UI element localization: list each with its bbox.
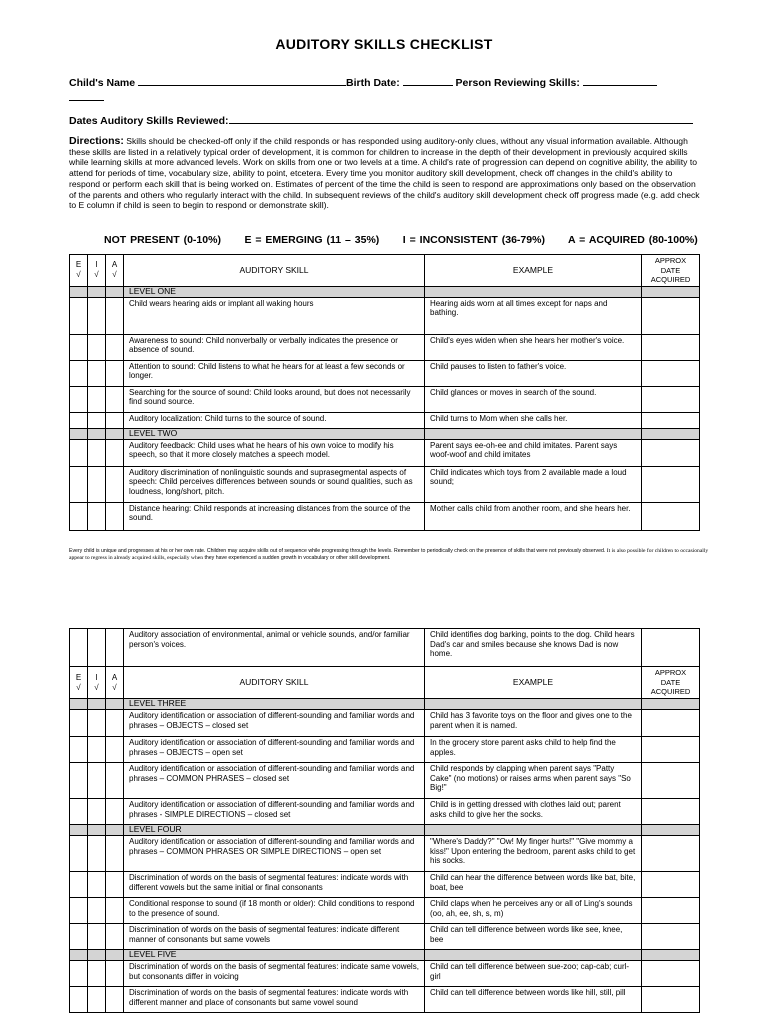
approx-header-line: ACQUIRED: [650, 687, 691, 697]
checklist-table-1: [69, 254, 700, 531]
example-cell: Child can tell difference between sue-zoo; cap-cab; curl-girl: [425, 961, 642, 987]
skill-cell: Awareness to sound: Child nonverbally or verbally indicates the presence or absence of sound.: [124, 334, 425, 360]
example-cell: Parent says ee-oh-ee and child imitates. Parent says woof-woof and child imitates: [425, 439, 642, 466]
checkbox-i[interactable]: [88, 710, 106, 737]
approx-header-line: APPROX: [654, 256, 687, 265]
column-header-skill: AUDITORY SKILL: [124, 667, 425, 699]
skill-cell: Auditory localization: Child turns to the source of sound.: [124, 412, 425, 428]
table-row: [70, 924, 700, 950]
checkbox-e[interactable]: [70, 961, 88, 987]
table-row: [70, 629, 700, 667]
level-row-blank: [88, 950, 106, 961]
level-row-blank: [425, 428, 642, 439]
example-cell: Hearing aids worn at all times except for naps and bathing.: [425, 297, 642, 334]
example-cell: Child's eyes widen when she hears her mother's voice.: [425, 334, 642, 360]
approx-date-cell[interactable]: [642, 799, 700, 825]
approx-header-line: DATE: [660, 677, 681, 687]
checkbox-e[interactable]: [70, 466, 88, 502]
footnote-part3: they have experienced a sudden growth in vocabulary or other skill development.: [204, 554, 391, 561]
check-mark: √: [76, 270, 81, 280]
checkbox-a[interactable]: [106, 360, 124, 386]
column-header-e-letter: E: [75, 260, 82, 270]
checkbox-e[interactable]: [70, 334, 88, 360]
checklist-table-2: [69, 628, 700, 1013]
skill-cell: Auditory identification or association of different-sounding and familiar words and phrases – COMMON PHRASES – closed set: [124, 763, 425, 799]
table-row: [70, 987, 700, 1013]
skill-cell: Distance hearing: Child responds at increasing distances from the source of the sound.: [124, 502, 425, 530]
checkbox-a[interactable]: [106, 898, 124, 924]
approx-header-line: APPROX: [654, 668, 687, 678]
skill-cell: Discrimination of words on the basis of segmental features: indicate different manner of consonants but same vowels: [124, 924, 425, 950]
checkbox-i[interactable]: [88, 987, 106, 1013]
example-cell: Child identifies dog barking, points to the dog. Child hears Dad's car and smiles because she knows Dad is now home.: [425, 629, 642, 667]
level-row: [70, 825, 700, 836]
approx-date-cell[interactable]: [642, 872, 700, 898]
checkbox-e[interactable]: [70, 799, 88, 825]
level-row-blank: [88, 428, 106, 439]
rating-legend: NOT PRESENT (0-10%) E = EMERGING (11 – 35%) I = INCONSISTENT (36-79%) A = ACQUIRED (80-100%): [104, 234, 698, 246]
directions-label: Directions:: [69, 135, 124, 147]
checkbox-a[interactable]: [106, 710, 124, 737]
level-row-blank: [425, 825, 642, 836]
approx-header-line: ACQUIRED: [650, 275, 691, 284]
example-cell: Child glances or moves in search of the sound.: [425, 386, 642, 412]
level-row-blank: [642, 825, 700, 836]
level-row-blank: [425, 950, 642, 961]
example-cell: Child indicates which toys from 2 available made a loud sound;: [425, 466, 642, 502]
column-header-e: [70, 255, 88, 287]
example-cell: Child is in getting dressed with clothes laid out; parent asks child to give her the socks.: [425, 799, 642, 825]
level-row-blank: [425, 286, 642, 297]
checkbox-e[interactable]: [70, 629, 88, 667]
column-header-i: [88, 255, 106, 287]
checkbox-i[interactable]: [88, 924, 106, 950]
approx-date-cell[interactable]: [642, 386, 700, 412]
table-row: [70, 737, 700, 763]
checkbox-i[interactable]: [88, 961, 106, 987]
check-mark: √: [112, 682, 117, 692]
directions: [69, 136, 705, 211]
checkbox-a[interactable]: [106, 836, 124, 872]
approx-date-cell[interactable]: [642, 412, 700, 428]
approx-date-cell[interactable]: [642, 502, 700, 530]
level-label: LEVEL THREE: [124, 699, 425, 710]
table-row: [70, 502, 700, 530]
checkbox-i[interactable]: [88, 629, 106, 667]
level-row-blank: [88, 286, 106, 297]
skill-cell: Discrimination of words on the basis of segmental features: indicate words with different manner and place of consonants but same vowel sound: [124, 987, 425, 1013]
checkbox-a[interactable]: [106, 439, 124, 466]
table-row: [70, 360, 700, 386]
skill-cell: Auditory identification or association of different-sounding and familiar words and phrases – OBJECTS – closed set: [124, 710, 425, 737]
table-row: [70, 799, 700, 825]
checkbox-i[interactable]: [88, 439, 106, 466]
checkbox-i[interactable]: [88, 799, 106, 825]
person-reviewing-field[interactable]: [583, 74, 657, 86]
dates-reviewed-row: [69, 112, 693, 127]
checkbox-e[interactable]: [70, 872, 88, 898]
approx-date-cell[interactable]: [642, 737, 700, 763]
level-label: LEVEL TWO: [124, 428, 425, 439]
checkbox-a[interactable]: [106, 987, 124, 1013]
checkbox-i[interactable]: [88, 360, 106, 386]
approx-date-cell[interactable]: [642, 466, 700, 502]
level-row-blank: [70, 428, 88, 439]
approx-date-cell[interactable]: [642, 334, 700, 360]
column-header-e-letter: E: [75, 672, 82, 682]
column-header-i: [88, 667, 106, 699]
checkbox-e[interactable]: [70, 836, 88, 872]
level-row-blank: [106, 428, 124, 439]
checkbox-a[interactable]: [106, 924, 124, 950]
skill-cell: Auditory identification or association of different-sounding and familiar words and phrases – OBJECTS – open set: [124, 737, 425, 763]
checkbox-e[interactable]: [70, 439, 88, 466]
example-cell: In the grocery store parent asks child to help find the apples.: [425, 737, 642, 763]
checkbox-a[interactable]: [106, 466, 124, 502]
approx-date-cell[interactable]: [642, 836, 700, 872]
level-row: [70, 286, 700, 297]
skill-cell: Conditional response to sound (if 18 month or older): Child conditions to respond to the presence of sound.: [124, 898, 425, 924]
table-row: [70, 334, 700, 360]
example-cell: Child can hear the difference between words like bat, bite, boat, bee: [425, 872, 642, 898]
level-label: LEVEL FIVE: [124, 950, 425, 961]
checkbox-e[interactable]: [70, 737, 88, 763]
example-cell: "Where's Daddy?" "Ow! My finger hurts!" "Give mommy a kiss!" Upon entering the bedroom, parent asks child to get his socks.: [425, 836, 642, 872]
person-reviewing-field-continued[interactable]: [69, 89, 104, 101]
column-header-a: [106, 667, 124, 699]
level-row-blank: [106, 825, 124, 836]
column-header-i-letter: I: [95, 260, 98, 270]
footnote-part1: Every child is unique and progresses at his or her own rate. Children may acquire skills out of sequence while progressing through the levels. Remember to periodically check on the presence of skills that were not previously observed.: [69, 548, 607, 554]
level-row-blank: [642, 950, 700, 961]
checkbox-i[interactable]: [88, 763, 106, 799]
footnote: [69, 548, 709, 561]
level-row: [70, 699, 700, 710]
table-row: [70, 898, 700, 924]
level-row-blank: [425, 699, 642, 710]
check-mark: √: [112, 270, 117, 280]
table-row: [70, 412, 700, 428]
column-header-i-letter: I: [95, 672, 98, 682]
page-title: AUDITORY SKILLS CHECKLIST: [275, 36, 493, 52]
table-header-row: [70, 255, 700, 287]
approx-date-cell[interactable]: [642, 924, 700, 950]
checkbox-a[interactable]: [106, 872, 124, 898]
level-row-blank: [106, 699, 124, 710]
example-cell: Child turns to Mom when she calls her.: [425, 412, 642, 428]
column-header-a-letter: A: [111, 260, 118, 270]
level-row-blank: [88, 699, 106, 710]
table-row: [70, 466, 700, 502]
checkbox-i[interactable]: [88, 737, 106, 763]
checkbox-i[interactable]: [88, 386, 106, 412]
childs-name-row: [69, 74, 657, 89]
skill-cell: Attention to sound: Child listens to what he hears for at least a few seconds or longer.: [124, 360, 425, 386]
check-mark: √: [94, 682, 99, 692]
checkbox-i[interactable]: [88, 412, 106, 428]
checkbox-a[interactable]: [106, 961, 124, 987]
level-row-blank: [70, 825, 88, 836]
checkbox-a[interactable]: [106, 412, 124, 428]
checkbox-e[interactable]: [70, 987, 88, 1013]
level-row-blank: [70, 699, 88, 710]
table-row: [70, 836, 700, 872]
column-header-approx-date: [642, 255, 700, 287]
example-cell: Child can tell difference between words like see, knee, bee: [425, 924, 642, 950]
level-label: LEVEL FOUR: [124, 825, 425, 836]
level-row-blank: [88, 825, 106, 836]
approx-date-cell[interactable]: [642, 961, 700, 987]
column-header-example: EXAMPLE: [425, 667, 642, 699]
approx-header-line: DATE: [660, 265, 681, 275]
table-row: [70, 763, 700, 799]
table-row: [70, 439, 700, 466]
approx-date-cell[interactable]: [642, 297, 700, 334]
checkbox-a[interactable]: [106, 297, 124, 334]
table-row: [70, 961, 700, 987]
approx-date-cell[interactable]: [642, 629, 700, 667]
level-label: LEVEL ONE: [124, 286, 425, 297]
level-row-blank: [106, 950, 124, 961]
level-row-blank: [70, 950, 88, 961]
checkbox-i[interactable]: [88, 836, 106, 872]
approx-date-cell[interactable]: [642, 439, 700, 466]
level-row-blank: [106, 286, 124, 297]
checkbox-e[interactable]: [70, 386, 88, 412]
childs-name-field[interactable]: [138, 74, 346, 86]
checkbox-e[interactable]: [70, 360, 88, 386]
checkbox-i[interactable]: [88, 872, 106, 898]
column-header-e: [70, 667, 88, 699]
checkbox-i[interactable]: [88, 466, 106, 502]
birth-date-field[interactable]: [403, 74, 453, 86]
approx-date-cell[interactable]: [642, 710, 700, 737]
checkbox-e[interactable]: [70, 412, 88, 428]
birth-date-label: Birth Date:: [346, 77, 400, 89]
level-row-blank: [642, 428, 700, 439]
check-mark: √: [94, 270, 99, 280]
checkbox-a[interactable]: [106, 386, 124, 412]
level-row: [70, 428, 700, 439]
example-cell: Child responds by clapping when parent says "Patty Cake" (no motions) or raises arms when parent says "So Big!": [425, 763, 642, 799]
skill-cell: Discrimination of words on the basis of segmental features: indicate words with different vowels but the same initial or final consonants: [124, 872, 425, 898]
checkbox-e[interactable]: [70, 924, 88, 950]
checkbox-i[interactable]: [88, 898, 106, 924]
table-row: [70, 386, 700, 412]
footnote-part2: It is also possible for children to occasionally appear to regress in already acquired skills, especially when: [69, 548, 709, 561]
checkbox-e[interactable]: [70, 763, 88, 799]
table-row: [70, 872, 700, 898]
example-cell: Child claps when he perceives any or all of Ling's sounds (oo, ah, ee, sh, s, m): [425, 898, 642, 924]
column-header-example: EXAMPLE: [425, 255, 642, 287]
childs-name-label: Child's Name: [69, 77, 136, 89]
skill-cell: Searching for the source of sound: Child looks around, but does not necessarily find sound source.: [124, 386, 425, 412]
level-row-blank: [642, 699, 700, 710]
approx-date-cell[interactable]: [642, 360, 700, 386]
example-cell: Child can tell difference between words like hill, still, pill: [425, 987, 642, 1013]
checkbox-a[interactable]: [106, 334, 124, 360]
checkbox-e[interactable]: [70, 898, 88, 924]
dates-reviewed-label: Dates Auditory Skills Reviewed:: [69, 115, 229, 127]
level-row-blank: [70, 286, 88, 297]
example-cell: Mother calls child from another room, and she hears her.: [425, 502, 642, 530]
checkbox-i[interactable]: [88, 334, 106, 360]
approx-date-cell[interactable]: [642, 763, 700, 799]
skill-cell: Auditory identification or association of different-sounding and familiar words and phrases – COMMON PHRASES OR SIMPLE DIRECTIONS – open set: [124, 836, 425, 872]
column-header-skill: AUDITORY SKILL: [124, 255, 425, 287]
person-reviewing-label: Person Reviewing Skills:: [455, 77, 580, 89]
table-row: [70, 710, 700, 737]
column-header-a: [106, 255, 124, 287]
example-cell: Child has 3 favorite toys on the floor and gives one to the parent when it is named.: [425, 710, 642, 737]
checkbox-i[interactable]: [88, 502, 106, 530]
table-header-row: [70, 667, 700, 699]
skill-cell: Child wears hearing aids or implant all waking hours: [124, 297, 425, 334]
level-row-blank: [642, 286, 700, 297]
column-header-a-letter: A: [111, 672, 118, 682]
column-header-approx-date: [642, 667, 700, 699]
skill-cell: Auditory discrimination of nonlinguistic sounds and suprasegmental aspects of speech: Child perceives differences between sounds or sound qualities, such as loudness, long/short, pitch.: [124, 466, 425, 502]
level-row: [70, 950, 700, 961]
table-row: [70, 297, 700, 334]
skill-cell: Auditory feedback: Child uses what he hears of his own voice to modify his speech, so that it more closely matches a speech model.: [124, 439, 425, 466]
directions-text: Skills should be checked-off only if the child responds or has responded using auditory-only clues, without any visual information available. Although these skills are listed in a relatively typical order of development, it is common for children to increase in the depth of their development in previously acquired skills while learning skills at more advanced levels. Work on skills from one or two levels at a time. A child's rate of progression can depend on cognitive ability, the ability to attend for periods of time, vocabulary size, ability to point, etcetera. Every time you monitor auditory skill development, check off changes in the child's ability to respond or perform each skill that is being worked on. Estimates of percent of the time the child is seen to respond are approximations only based on the observation of the parents and others who regularly interact with the child. In subsequent reviews of the child's auditory skill development check off progress made (e.g. add check to E column if child is seen to begin to respond or demonstrate skill).: [69, 136, 700, 211]
example-cell: Child pauses to listen to father's voice.: [425, 360, 642, 386]
checkbox-a[interactable]: [106, 502, 124, 530]
checkbox-i[interactable]: [88, 297, 106, 334]
checkbox-e[interactable]: [70, 710, 88, 737]
approx-date-cell[interactable]: [642, 898, 700, 924]
checkbox-a[interactable]: [106, 763, 124, 799]
approx-date-cell[interactable]: [642, 987, 700, 1013]
skill-cell: Auditory association of environmental, animal or vehicle sounds, and/or familiar person's voices.: [124, 629, 425, 667]
checkbox-e[interactable]: [70, 297, 88, 334]
check-mark: √: [76, 682, 81, 692]
skill-cell: Discrimination of words on the basis of segmental features: indicate same vowels, but consonants differ in voicing: [124, 961, 425, 987]
checkbox-e[interactable]: [70, 502, 88, 530]
checkbox-a[interactable]: [106, 629, 124, 667]
dates-reviewed-field[interactable]: [229, 112, 693, 124]
checkbox-a[interactable]: [106, 799, 124, 825]
skill-cell: Auditory identification or association of different-sounding and familiar words and phrases - SIMPLE DIRECTIONS – closed set: [124, 799, 425, 825]
checkbox-a[interactable]: [106, 737, 124, 763]
